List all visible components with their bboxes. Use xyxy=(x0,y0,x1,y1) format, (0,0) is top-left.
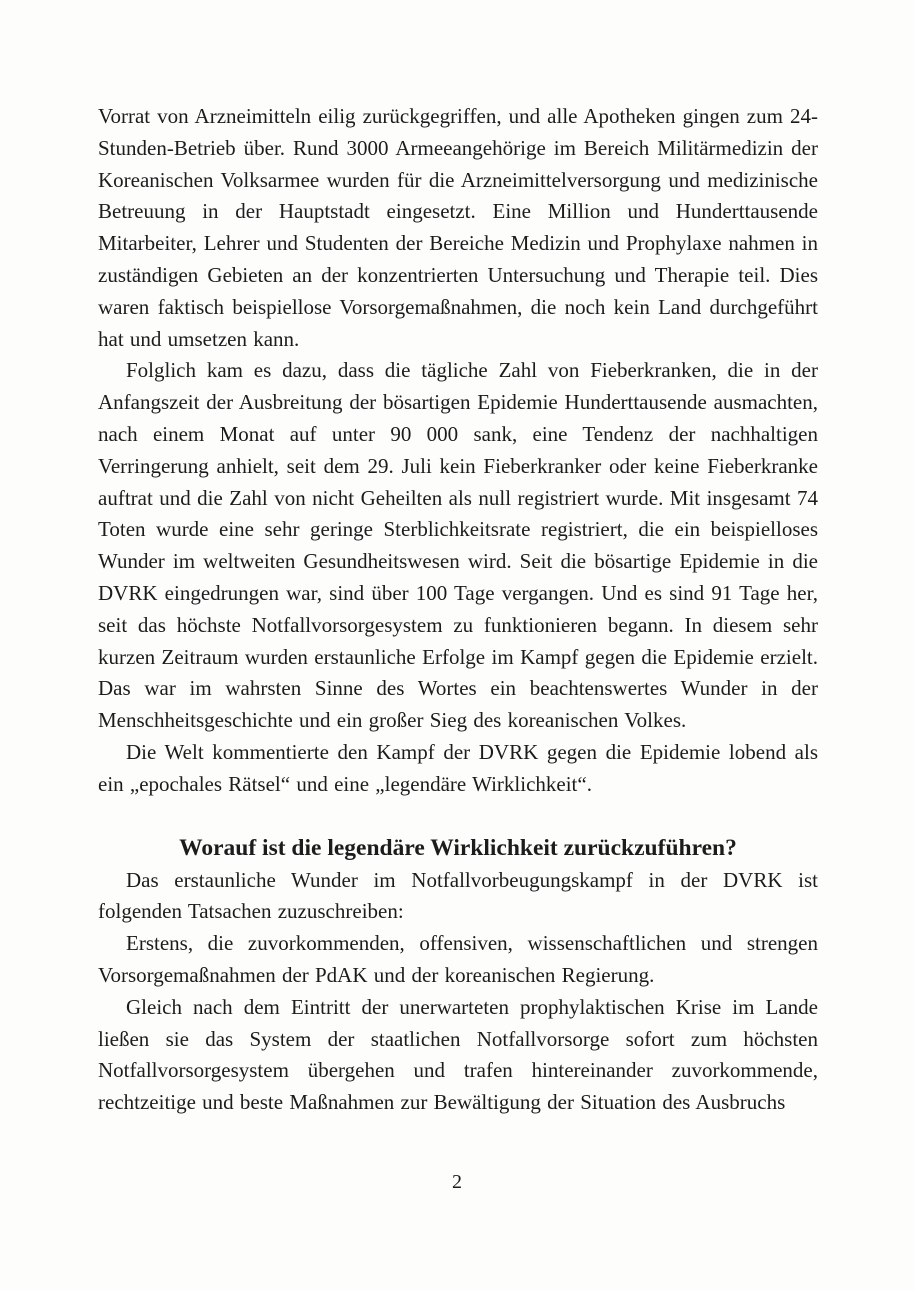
section-heading: Worauf ist die legendäre Wirklichkeit zurückzuführen? xyxy=(179,834,737,861)
paragraph-medicine-supply: Vorrat von Arzneimitteln eilig zurückgegriffen, und alle Apotheken gingen zum 24-Stunden-Betrieb über. Rund 3000 Armeeangehörige im Bereich Militärmedizin der Koreanischen Volksarmee wurden für die Arzneimittelversorgung und medizinische Betreuung in der Hauptstadt eingesetzt. Eine Million und Hunderttausende Mitarbeiter, Lehrer und Studenten der Bereiche Medizin und Prophylaxe nahmen in zuständigen Gebieten an der konzentrierten Untersuchung und Therapie teil. Dies waren faktisch beispiellose Vorsorgemaßnahmen, die noch kein Land durchgeführt hat und umsetzen kann. xyxy=(98,104,818,351)
page-number: 2 xyxy=(452,1171,462,1193)
paragraph-world-commentary: Die Welt kommentierte den Kampf der DVRK gegen die Epidemie lobend als ein „epochales Rätsel“ und eine „legendäre Wirklichkeit“. xyxy=(98,739,818,796)
paragraph-first-reason: Erstens, die zuvorkommenden, offensiven, wissenschaftlichen und strengen Vorsorgemaßnahmen der PdAK und der koreanischen Regierung. xyxy=(98,931,818,987)
paragraph-fever-statistics: Folglich kam es dazu, dass die tägliche Zahl von Fieberkranken, die in der Anfangszeit der Ausbreitung der bösartigen Epidemie Hunderttausende ausmachten, nach einem Monat auf unter 90 000 sank, eine Tendenz der nachhaltigen Verringerung anhielt, seit dem 29. Juli kein Fieberkranker oder keine Fieberkranke auftrat und die Zahl von nicht Geheilten als null registriert wurde. Mit insgesamt 74 Toten wurde eine sehr geringe Sterblichkeitsrate registriert, die ein beispielloses Wunder im weltweiten Gesundheitswesen wird. Seit die bösartige Epidemie in die DVRK eingedrungen war, sind über 100 Tage vergangen. Und es sind 91 Tage her, seit das höchste Notfallvorsorgesystem zu funktionieren begann. In diesem sehr kurzen Zeitraum wurden erstaunliche Erfolge im Kampf gegen die Epidemie erzielt. Das war im wahrsten Sinne des Wortes ein beachtenswertes Wunder in der Menschheitsgeschichte und ein großer Sieg des koreanischen Volkes. xyxy=(98,358,818,733)
page-text-block xyxy=(98,101,818,1119)
paragraph-wonder-attribution: Das erstaunliche Wunder im Notfallvorbeugungskampf in der DVRK ist folgenden Tatsachen zuzuschreiben: xyxy=(98,867,818,924)
paragraph-emergency-system: Gleich nach dem Eintritt der unerwarteten prophylaktischen Krise im Lande ließen sie das System der staatlichen Notfallvorsorge sofort zum höchsten Notfallvorsorgesystem übergehen und trafen hintereinander zuvorkommende, rechtzeitige und beste Maßnahmen zur Bewältigung der Situation des Ausbruchs xyxy=(98,994,818,1115)
